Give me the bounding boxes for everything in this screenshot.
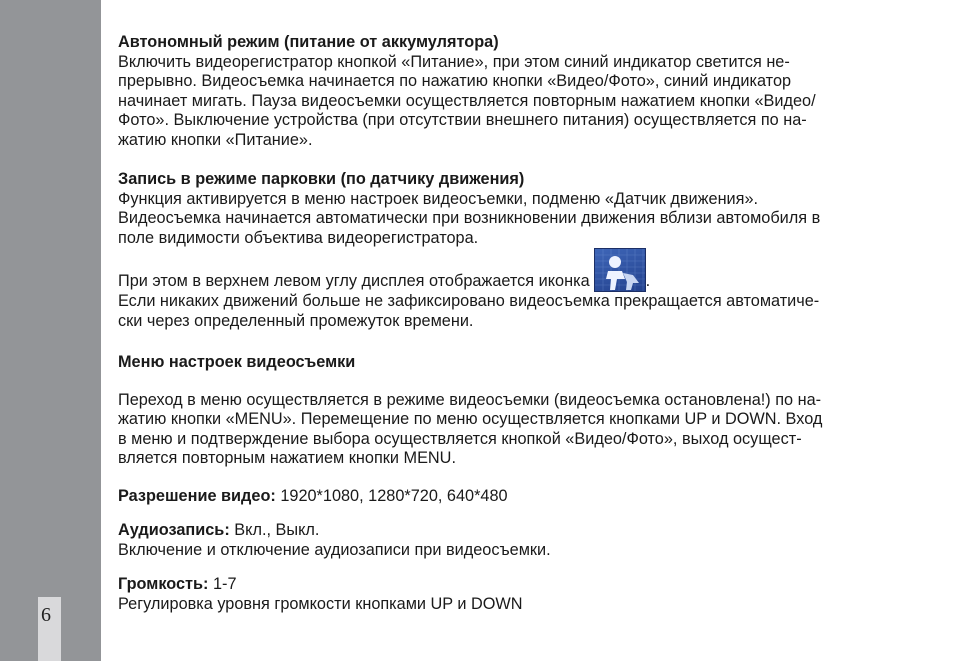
page-content (118, 33, 926, 614)
audio-setting (118, 521, 926, 541)
menu-line: Переход в меню осуществляется в режиме видеосъемки (видеосъемка остановлена!) по на- (118, 390, 822, 409)
resolution-label: Разрешение видео: (118, 486, 276, 505)
menu-line: в меню и подтверждение выбора осуществляется кнопкой «Видео/Фото», выход осущест- (118, 429, 802, 448)
parking-line: ски через определенный промежуток времени. (118, 311, 474, 330)
motion-detection-icon (594, 248, 646, 292)
parking-line: Функция активируется в меню настроек видеосъемки, подменю «Датчик движения». (118, 189, 759, 208)
spacer (118, 469, 926, 487)
parking-icon-text: При этом в верхнем левом углу дисплея отображается иконка (118, 272, 590, 290)
parking-line: поле видимости объектива видеорегистратора. (118, 228, 479, 247)
menu-line: жатию кнопки «MENU». Перемещение по меню осуществляется кнопками UP и DOWN. Вход (118, 410, 823, 428)
spacer (118, 506, 926, 521)
page-number: 6 (41, 604, 51, 626)
parking-line: Видеосъемка начинается автоматически при возникновении движения вблизи автомобиля в (118, 209, 821, 227)
spacer (118, 560, 926, 575)
menu-line: вляется повторным нажатием кнопки MENU. (118, 449, 456, 467)
spacer (118, 150, 926, 170)
page-number-tab (38, 597, 61, 661)
volume-description: Регулировка уровня громкости кнопками UP и DOWN (118, 594, 523, 613)
parking-icon-line (118, 248, 926, 292)
volume-label: Громкость: (118, 575, 209, 593)
parking-mode-heading: Запись в режиме парковки (по датчику движения) (118, 170, 525, 188)
parking-icon-line-end: . (645, 272, 651, 290)
volume-setting (118, 575, 926, 595)
resolution-value: 1920*1080, 1280*720, 640*480 (275, 486, 508, 505)
spacer (118, 373, 926, 391)
autonomous-line: Фото». Выключение устройства (при отсутствии внешнего питания) осуществляется по на- (118, 111, 807, 129)
autonomous-mode-heading: Автономный режим (питание от аккумулятора) (118, 33, 499, 51)
audio-label: Аудиозапись: (118, 521, 230, 539)
autonomous-line: Включить видеорегистратор кнопкой «Питание», при этом синий индикатор светится не- (118, 52, 790, 71)
autonomous-line: жатию кнопки «Питание». (118, 130, 313, 149)
audio-value: Вкл., Выкл. (229, 521, 320, 539)
autonomous-line: начинает мигать. Пауза видеосъемки осуществляется повторным нажатием кнопки «Видео/ (118, 91, 816, 110)
volume-value: 1-7 (208, 575, 237, 593)
spacer (118, 331, 926, 353)
audio-description: Включение и отключение аудиозаписи при видеосъемки. (118, 540, 551, 559)
parking-line: Если никаких движений больше не зафиксировано видеосъемка прекращается автоматиче- (118, 292, 820, 310)
resolution-setting (118, 487, 926, 507)
autonomous-line: прерывно. Видеосъемка начинается по нажатию кнопки «Видео/Фото», синий индикатор (118, 72, 792, 90)
side-margin-bar (0, 0, 101, 661)
menu-settings-heading: Меню настроек видеосъемки (118, 353, 356, 371)
